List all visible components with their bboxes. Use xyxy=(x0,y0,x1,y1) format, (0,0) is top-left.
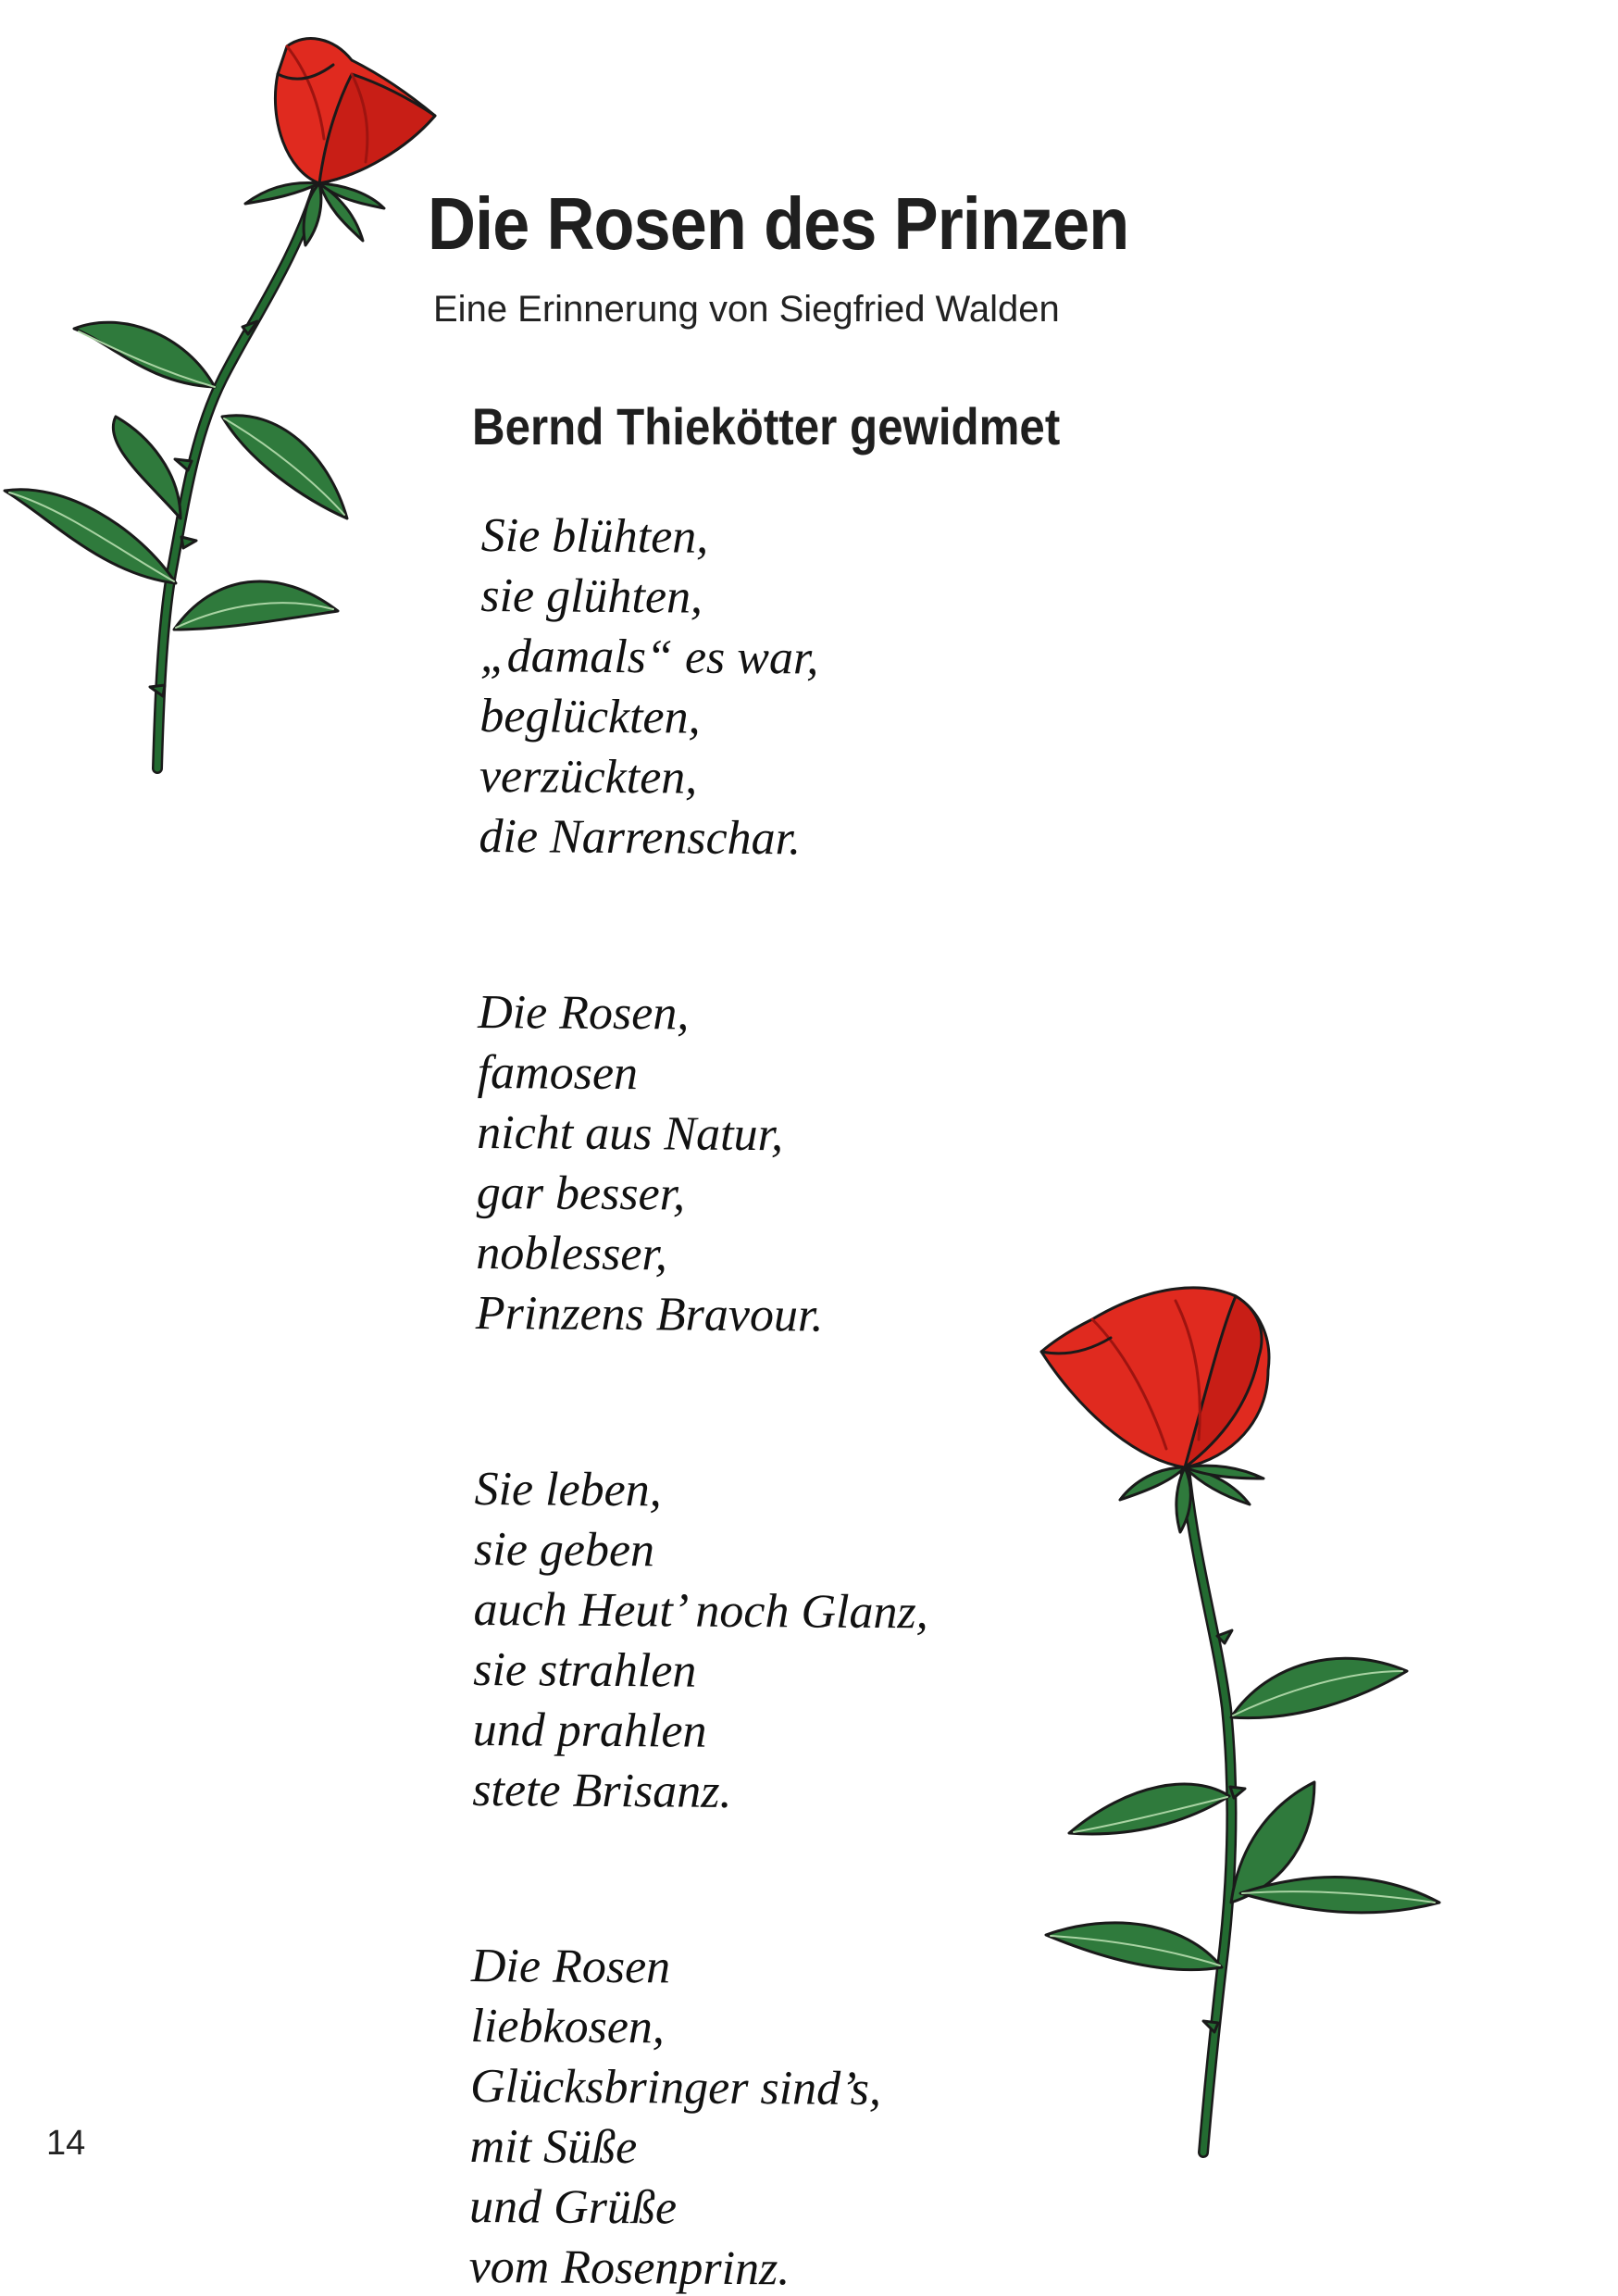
poem-line: sie strahlen xyxy=(473,1642,697,1698)
subtitle: Eine Erinnerung von Siegfried Walden xyxy=(433,289,1060,330)
poem-stanza-2 xyxy=(476,982,933,1346)
rose-illustration-top xyxy=(0,19,463,787)
dedication: Bernd Thiekötter gewidmet xyxy=(472,397,1061,455)
poem-line: Sie leben, xyxy=(474,1462,662,1517)
poem-line: Prinzens Bravour. xyxy=(475,1286,824,1342)
poem-line: die Narrenschar. xyxy=(479,809,802,866)
poem-line: mit Süße xyxy=(469,2119,638,2175)
poem-line: Sie blühten, xyxy=(480,508,709,564)
page-title: Die Rosen des Prinzen xyxy=(428,182,1129,265)
poem-line: beglückten, xyxy=(479,689,701,744)
poem-line: famosen xyxy=(477,1045,639,1101)
poem-line: und prahlen xyxy=(472,1703,707,1758)
page-number: 14 xyxy=(46,2124,86,2163)
poem-line: und Grüße xyxy=(468,2179,678,2235)
poem-line: vom Rosenprinz. xyxy=(468,2240,790,2296)
rose-illustration-bottom xyxy=(1037,1282,1462,2162)
poem-line: sie geben xyxy=(473,1522,655,1578)
poem xyxy=(468,505,936,2296)
poem-stanza-1 xyxy=(479,505,936,869)
poem-stanza-3 xyxy=(472,1459,929,1823)
poem-line: auch Heut’ noch Glanz, xyxy=(473,1582,928,1640)
poem-line: „damals“ es war, xyxy=(479,629,819,685)
poem-line: Die Rosen xyxy=(470,1939,671,1994)
poem-line: Glücksbringer sind’s, xyxy=(469,2059,882,2116)
poem-line: stete Brisanz. xyxy=(472,1763,732,1818)
poem-stanza-4 xyxy=(468,1936,926,2296)
poem-line: noblesser, xyxy=(476,1226,668,1281)
poem-line: gar besser, xyxy=(476,1166,686,1221)
poem-line: nicht aus Natur, xyxy=(477,1105,784,1162)
poem-line: Die Rosen, xyxy=(477,985,690,1041)
poem-line: sie glühten, xyxy=(480,568,703,624)
poem-line: verzückten, xyxy=(479,749,698,805)
poem-line: liebkosen, xyxy=(470,1999,666,2054)
